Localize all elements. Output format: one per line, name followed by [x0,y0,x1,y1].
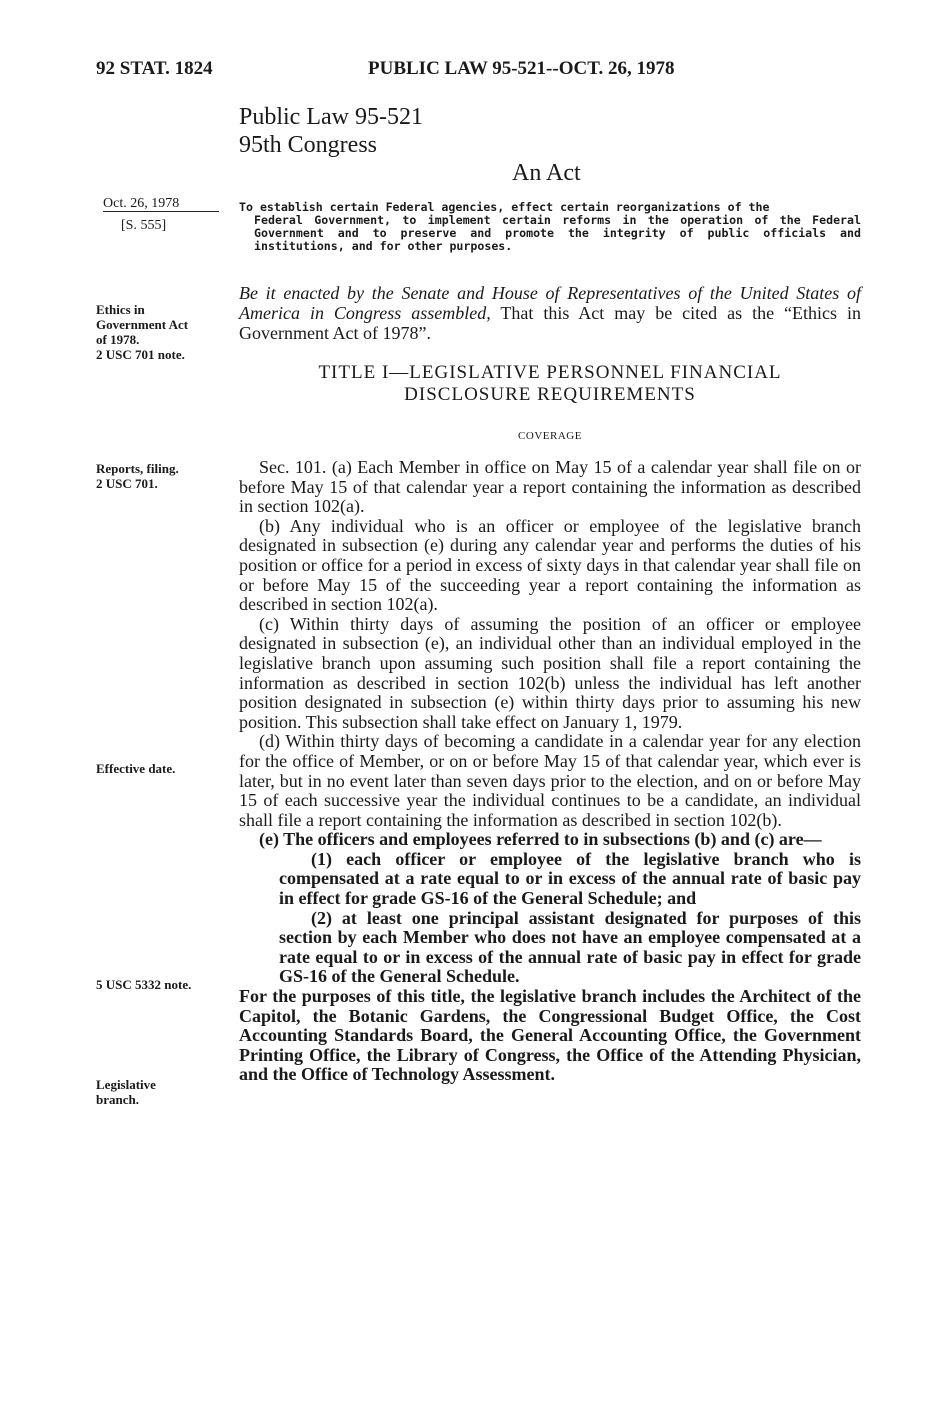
congress-number: 95th Congress [239,132,377,158]
purpose-continuation: Federal Government, to implement certain reforms in the operation of the Federal Government and to preserve and promote the integrity of public officials and institutions, and for other purposes. [254,213,861,253]
margin-line: Legislative [96,1077,156,1092]
margin-line: of 1978. [96,332,140,347]
margin-note-legislative-branch [96,1077,156,1107]
margin-line: Ethics in [96,302,145,317]
title-heading [239,362,861,406]
margin-line: Reports, filing. [96,461,179,476]
subsection-e-2: (2) at least one principal assistant designated for purposes of this section by each Member who does not have an employee compensated at a rate equal to or in excess of the annual rate of basic pay in effect for grade GS-16 of the General Schedule. [279,907,861,987]
margin-bill-number: [S. 555] [121,218,167,233]
margin-line: Government Act [96,317,189,332]
subsection-d: (d) Within thirty days of becoming a candidate in a calendar year for any election for the office of Member, or on or before May 15 of that calendar year, which ever is later, but in no event later than seven days prior to the election, and on or before May 15 of each successive year the individual continues to be a candidate, an individual shall file a report containing the information as described in section 102(b). [239,731,861,830]
page-header-stat: 92 STAT. 1824 [96,58,213,79]
an-act-heading: An Act [512,160,581,186]
page-header-title: PUBLIC LAW 95-521--OCT. 26, 1978 [368,58,675,79]
margin-date: Oct. 26, 1978 [103,196,219,212]
subsection-e: (e) The officers and employees referred to in subsections (b) and (c) are— [259,829,822,850]
enacting-rest: That this Act may be cited as the “Ethics in Government Act of 1978”. [239,303,861,343]
subsection-c: (c) Within thirty days of assuming the position of an officer or employee designated in subsection (e), an individual other than an individual employed in the legislative branch upon assuming such position shall file a report containing the information as described in section 102(b) unless the individual has left another position designated in subsection (e) within thirty days prior to assuming his new position. This subsection shall take effect on January 1, 1979. [239,613,861,732]
purpose-line-1: To establish certain Federal agencies, effect certain reorganizations of the [239,200,770,214]
subsection-e-1: (1) each officer or employee of the legislative branch who is compensated at a rate equal to or in excess of the annual rate of basic pay in effect for grade GS-16 of the General Schedule; and [279,848,861,909]
legislative-branch-definition: For the purposes of this title, the legislative branch includes the Architect of the Capitol, the Botanic Gardens, the Congressional Budget Office, the Cost Accounting Standards Board, the General Accounting Office, the Government Printing Office, the Library of Congress, the Office of the Attending Physician, and the Office of Technology Assessment. [239,986,861,1085]
margin-note-reports [96,461,179,491]
title-heading-line-2: DISCLOSURE REQUIREMENTS [404,384,696,405]
act-purpose [239,201,861,253]
enacting-italic: Be it enacted by the Senate and House of Representatives of the United States of America in Congress assembled, [239,283,861,323]
enacting-clause [239,283,861,343]
margin-line: 2 USC 701. [96,476,158,491]
subsection-b: (b) Any individual who is an officer or employee of the legislative branch designated in subsection (e) during any calendar year and performs the duties of his position or office for a period in excess of sixty days in that calendar year shall file on or before May 15 of the succeeding year a report containing the information as described in section 102(a). [239,515,861,615]
section-101-body [239,458,861,1085]
subsection-a: Sec. 101. (a) Each Member in office on May 15 of a calendar year shall file on or before May 15 of that calendar year a report containing the information as described in section 102(a). [239,457,861,517]
public-law-number: Public Law 95-521 [239,104,423,130]
margin-note-usc-5332: 5 USC 5332 note. [96,977,192,992]
margin-line: 2 USC 701 note. [96,347,185,362]
margin-line: branch. [96,1092,139,1107]
section-heading: COVERAGE [518,430,582,442]
title-heading-line-1: TITLE I—LEGISLATIVE PERSONNEL FINANCIAL [318,362,782,383]
margin-note-ethics [96,302,188,362]
margin-note-effective-date: Effective date. [96,761,176,776]
